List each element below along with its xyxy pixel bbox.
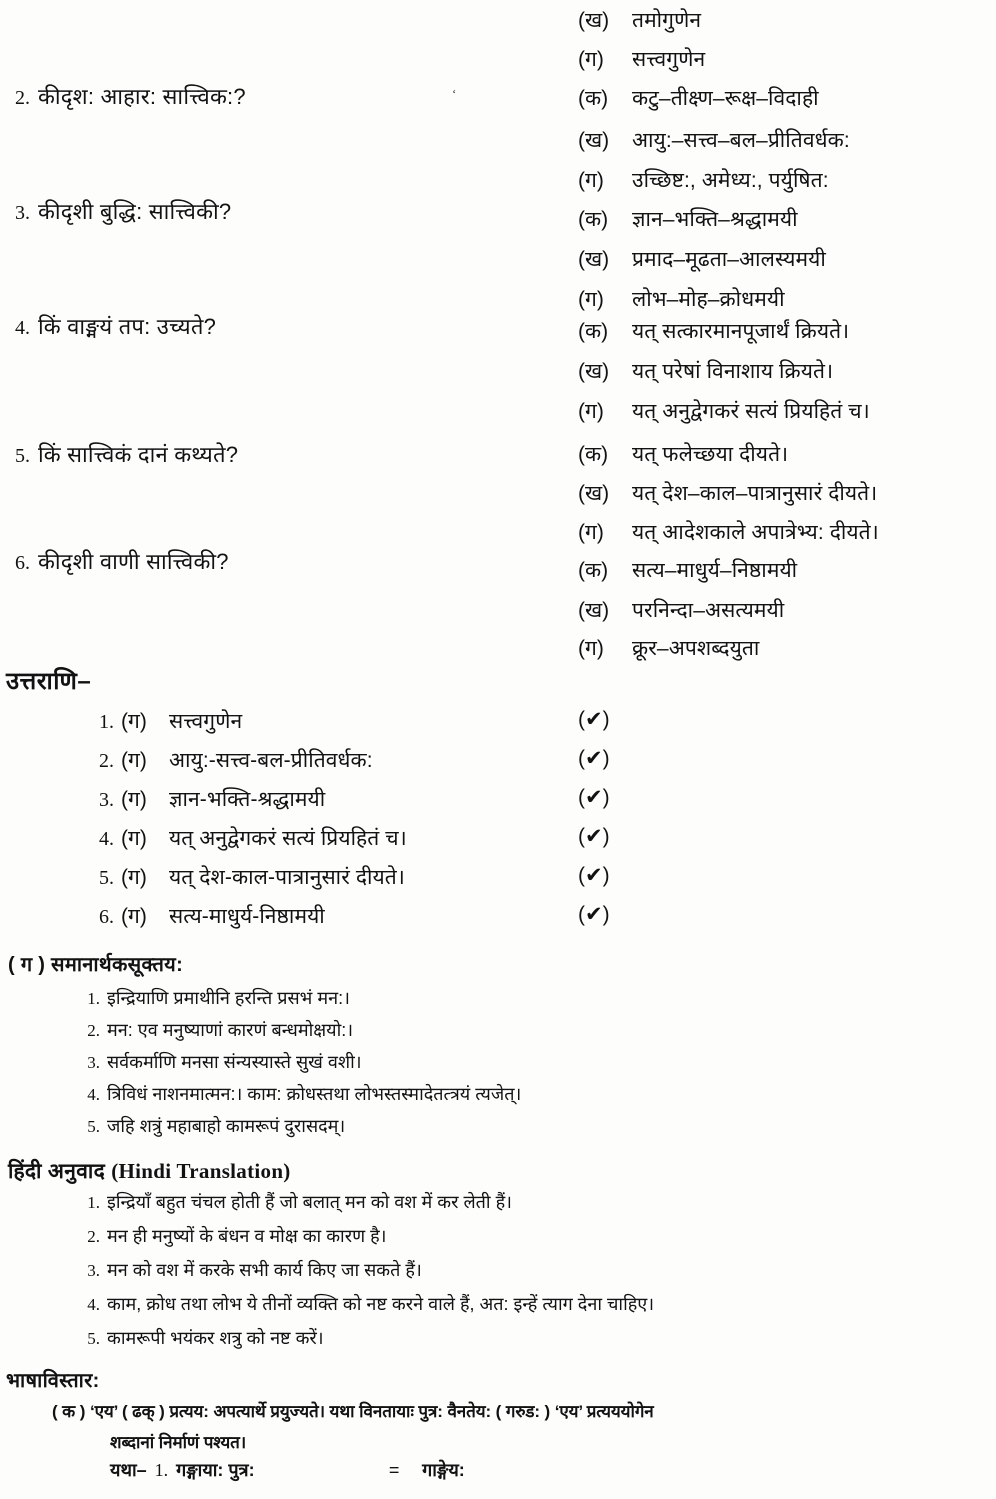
sukti-number: 2. bbox=[87, 1021, 100, 1040]
option-key: (ख) bbox=[578, 248, 610, 271]
sukti-number: 5. bbox=[87, 1117, 100, 1136]
option-text: तमोगुणेन bbox=[632, 9, 702, 32]
sukti-text: इन्द्रियाणि प्रमाथीनि हरन्ति प्रसभं मन:। bbox=[107, 988, 350, 1008]
option-key: (ख) bbox=[578, 599, 610, 622]
answer-number: 2. bbox=[99, 750, 114, 772]
hindi-row bbox=[78, 1326, 324, 1350]
answer-number: 3. bbox=[99, 789, 114, 811]
mcq-option[interactable] bbox=[578, 556, 797, 584]
mcq-option[interactable] bbox=[578, 45, 705, 73]
option-key: (ग) bbox=[578, 637, 604, 660]
option-text: प्रमाद–मूढता–आलस्यमयी bbox=[632, 248, 826, 271]
answer-check-icon: (✔) bbox=[578, 825, 610, 848]
answer-text: यत् देश-काल-पात्रानुसारं दीयते। bbox=[169, 866, 405, 889]
question-number: 3. bbox=[15, 202, 30, 224]
sukti-text: त्रिविधं नाशनमात्मन:। काम: क्रोधस्तथा लोभस्तस्मादेतत्त्रयं त्यजेत्। bbox=[107, 1084, 522, 1104]
hindi-text: इन्द्रियाँ बहुत चंचल होती हैं जो बलात् मन को वश में कर लेती हैं। bbox=[107, 1192, 512, 1212]
option-key: (क) bbox=[578, 443, 609, 466]
sukti-row bbox=[78, 1050, 362, 1074]
answer-key: (ग) bbox=[121, 749, 147, 772]
sukti-row bbox=[78, 1082, 521, 1106]
answer-number: 1. bbox=[99, 711, 114, 733]
bhasha-vistar-heading: भाषाविस्तार: bbox=[6, 1370, 100, 1392]
answer-key: (ग) bbox=[121, 788, 147, 811]
question-text: किं वाङ्मयं तप: उच्यते? bbox=[38, 314, 216, 339]
option-key: (ग) bbox=[578, 400, 604, 423]
bhasha-vistar-line-1: ( क ) ‘एय’ ( ढक् ) प्रत्यय: अपत्यार्थे प्रयुज्यते। यथा विनतायाः पुत्र: वैनतेय: ( गरुड: ) ‘एय’ प्रत्यययोगेन bbox=[52, 1402, 654, 1421]
sukti-text: सर्वकर्माणि मनसा संन्यस्यास्ते सुखं वशी। bbox=[107, 1052, 362, 1072]
hindi-text: काम, क्रोध तथा लोभ ये तीनों व्यक्ति को नष्ट करने वाले हैं, अत: इन्हें त्याग देना चाहिए। bbox=[107, 1294, 655, 1314]
answer-text: यत् अनुद्वेगकरं सत्यं प्रियहितं च। bbox=[169, 827, 407, 850]
answer-text: सत्त्वगुणेन bbox=[169, 710, 243, 733]
hindi-number: 5. bbox=[87, 1329, 100, 1348]
mcq-option[interactable] bbox=[578, 285, 785, 313]
option-key: (ग) bbox=[578, 288, 604, 311]
hindi-row bbox=[78, 1224, 386, 1248]
question-text: कीदृश: आहार: सात्त्विक:? bbox=[38, 84, 246, 109]
mcq-option[interactable] bbox=[578, 357, 833, 385]
hindi-text: मन को वश में करके सभी कार्य किए जा सकते हैं। bbox=[107, 1260, 422, 1280]
option-text: ज्ञान–भक्ति–श्रद्धामयी bbox=[632, 208, 798, 231]
hindi-row bbox=[78, 1292, 654, 1316]
option-text: यत् देश–काल–पात्रानुसारं दीयते। bbox=[632, 482, 878, 505]
mcq-option[interactable] bbox=[578, 479, 877, 507]
option-text: लोभ–मोह–क्रोधमयी bbox=[632, 288, 785, 311]
mcq-option[interactable] bbox=[578, 6, 701, 34]
option-key: (क) bbox=[578, 559, 609, 582]
answer-row bbox=[86, 863, 405, 891]
question-number: 4. bbox=[15, 317, 30, 339]
hindi-translation-heading bbox=[8, 1157, 291, 1185]
bhasha-vistar-paragraph bbox=[52, 1396, 996, 1458]
question-number: 6. bbox=[15, 552, 30, 574]
question-text: कीदृशी वाणी सात्त्विकी? bbox=[38, 549, 229, 574]
mcq-option[interactable] bbox=[578, 518, 879, 546]
mcq-option[interactable] bbox=[578, 166, 829, 194]
hindi-number: 3. bbox=[87, 1261, 100, 1280]
mcq-option[interactable] bbox=[578, 596, 784, 624]
mcq-option[interactable] bbox=[578, 126, 850, 154]
answer-key: (ग) bbox=[121, 866, 147, 889]
example-rhs: गाङ्गेय: bbox=[422, 1460, 465, 1480]
question-number: 2. bbox=[15, 87, 30, 109]
option-text: आयु:–सत्त्व–बल–प्रीतिवर्धक: bbox=[632, 129, 850, 152]
answer-row bbox=[86, 824, 407, 852]
answer-key: (ग) bbox=[121, 827, 147, 850]
option-text: यत् अनुद्वेगकरं सत्यं प्रियहितं च। bbox=[632, 400, 870, 423]
example-equals-sign: = bbox=[388, 1460, 400, 1480]
mcq-question bbox=[0, 546, 229, 576]
example-lhs: गङ्गाया: पुत्र: bbox=[176, 1460, 255, 1480]
answer-row bbox=[86, 902, 325, 930]
mcq-question bbox=[0, 311, 216, 341]
example-label: यथा– bbox=[110, 1460, 147, 1480]
answer-check-icon: (✔) bbox=[578, 903, 610, 926]
hindi-text: कामरूपी भयंकर शत्रु को नष्ट करें। bbox=[107, 1328, 324, 1348]
question-text: कीदृशी बुद्धि: सात्त्विकी? bbox=[38, 199, 232, 224]
answer-text: ज्ञान-भक्ति-श्रद्धामयी bbox=[169, 788, 326, 811]
mcq-option[interactable] bbox=[578, 634, 759, 662]
sukti-heading: ( ग ) समानार्थकसूक्तय: bbox=[8, 954, 184, 976]
sukti-row bbox=[78, 1114, 345, 1138]
option-text: उच्छिष्ट:, अमेध्य:, पर्युषित: bbox=[632, 169, 829, 192]
answer-number: 5. bbox=[99, 867, 114, 889]
hindi-number: 1. bbox=[87, 1193, 100, 1212]
answers-heading: उत्तराणि– bbox=[6, 668, 92, 695]
mcq-question bbox=[0, 196, 231, 226]
hindi-row bbox=[78, 1190, 512, 1214]
mcq-question bbox=[0, 81, 246, 111]
answer-check-icon: (✔) bbox=[578, 864, 610, 887]
sukti-number: 3. bbox=[87, 1053, 100, 1072]
answer-number: 6. bbox=[99, 906, 114, 928]
question-text: किं सात्त्विकं दानं कथ्यते? bbox=[38, 442, 239, 467]
answer-row bbox=[86, 785, 325, 813]
option-text: क्रूर–अपशब्दयुता bbox=[632, 637, 760, 660]
example-number: 1. bbox=[154, 1460, 169, 1480]
option-text: परनिन्दा–असत्यमयी bbox=[632, 599, 785, 622]
hindi-row bbox=[78, 1258, 422, 1282]
hindi-heading-devanagari: हिंदी अनुवाद bbox=[8, 1160, 112, 1183]
answer-row bbox=[86, 746, 373, 774]
answer-check-icon: (✔) bbox=[578, 708, 610, 731]
sukti-row bbox=[78, 1018, 353, 1042]
answer-text: सत्य-माधुर्य-निष्ठामयी bbox=[169, 905, 325, 928]
option-text: सत्य–माधुर्य–निष्ठामयी bbox=[632, 559, 798, 582]
answer-text: आयु:-सत्त्व-बल-प्रीतिवर्धक: bbox=[169, 749, 373, 772]
mcq-option[interactable] bbox=[578, 440, 788, 468]
stray-ink-mark: ʻ bbox=[452, 86, 457, 101]
mcq-question bbox=[0, 439, 238, 469]
answer-number: 4. bbox=[99, 828, 114, 850]
sukti-number: 1. bbox=[87, 989, 100, 1008]
answer-key: (ग) bbox=[121, 710, 147, 733]
question-number: 5. bbox=[15, 445, 30, 467]
sukti-text: जहि शत्रुं महाबाहो कामरूपं दुरासदम्। bbox=[107, 1116, 346, 1136]
hindi-number: 4. bbox=[87, 1295, 100, 1314]
sukti-text: मन: एव मनुष्याणां कारणं बन्धमोक्षयो:। bbox=[107, 1020, 354, 1040]
option-key: (ग) bbox=[578, 521, 604, 544]
bhasha-vistar-example-row bbox=[110, 1458, 465, 1482]
bhasha-vistar-line-2: शब्दानां निर्माणं पश्यत। bbox=[110, 1433, 247, 1452]
hindi-number: 2. bbox=[87, 1227, 100, 1246]
option-key: (ख) bbox=[578, 482, 610, 505]
mcq-option[interactable] bbox=[578, 84, 819, 112]
hindi-text: मन ही मनुष्यों के बंधन व मोक्ष का कारण है। bbox=[107, 1226, 387, 1246]
mcq-option[interactable] bbox=[578, 317, 849, 345]
option-key: (ग) bbox=[578, 48, 604, 71]
sukti-row bbox=[78, 986, 350, 1010]
option-key: (क) bbox=[578, 87, 609, 110]
mcq-option[interactable] bbox=[578, 245, 826, 273]
hindi-heading-english: (Hindi Translation) bbox=[111, 1159, 291, 1183]
answer-check-icon: (✔) bbox=[578, 786, 610, 809]
answer-check-icon: (✔) bbox=[578, 747, 610, 770]
option-key: (क) bbox=[578, 208, 609, 231]
option-key: (ग) bbox=[578, 169, 604, 192]
option-key: (ख) bbox=[578, 129, 610, 152]
option-text: यत् फलेच्छया दीयते। bbox=[632, 443, 789, 466]
option-text: यत् आदेशकाले अपात्रेभ्य: दीयते। bbox=[632, 521, 879, 544]
mcq-option[interactable] bbox=[578, 397, 870, 425]
option-text: कटु–तीक्ष्ण–रूक्ष–विदाही bbox=[632, 87, 819, 110]
option-text: सत्त्वगुणेन bbox=[632, 48, 706, 71]
option-text: यत् परेषां विनाशाय क्रियते। bbox=[632, 360, 834, 383]
answer-row bbox=[86, 707, 242, 735]
sukti-number: 4. bbox=[87, 1085, 100, 1104]
option-text: यत् सत्कारमानपूजार्थं क्रियते। bbox=[632, 320, 850, 343]
answer-key: (ग) bbox=[121, 905, 147, 928]
mcq-option[interactable] bbox=[578, 205, 798, 233]
option-key: (ख) bbox=[578, 360, 610, 383]
option-key: (ख) bbox=[578, 9, 610, 32]
option-key: (क) bbox=[578, 320, 609, 343]
